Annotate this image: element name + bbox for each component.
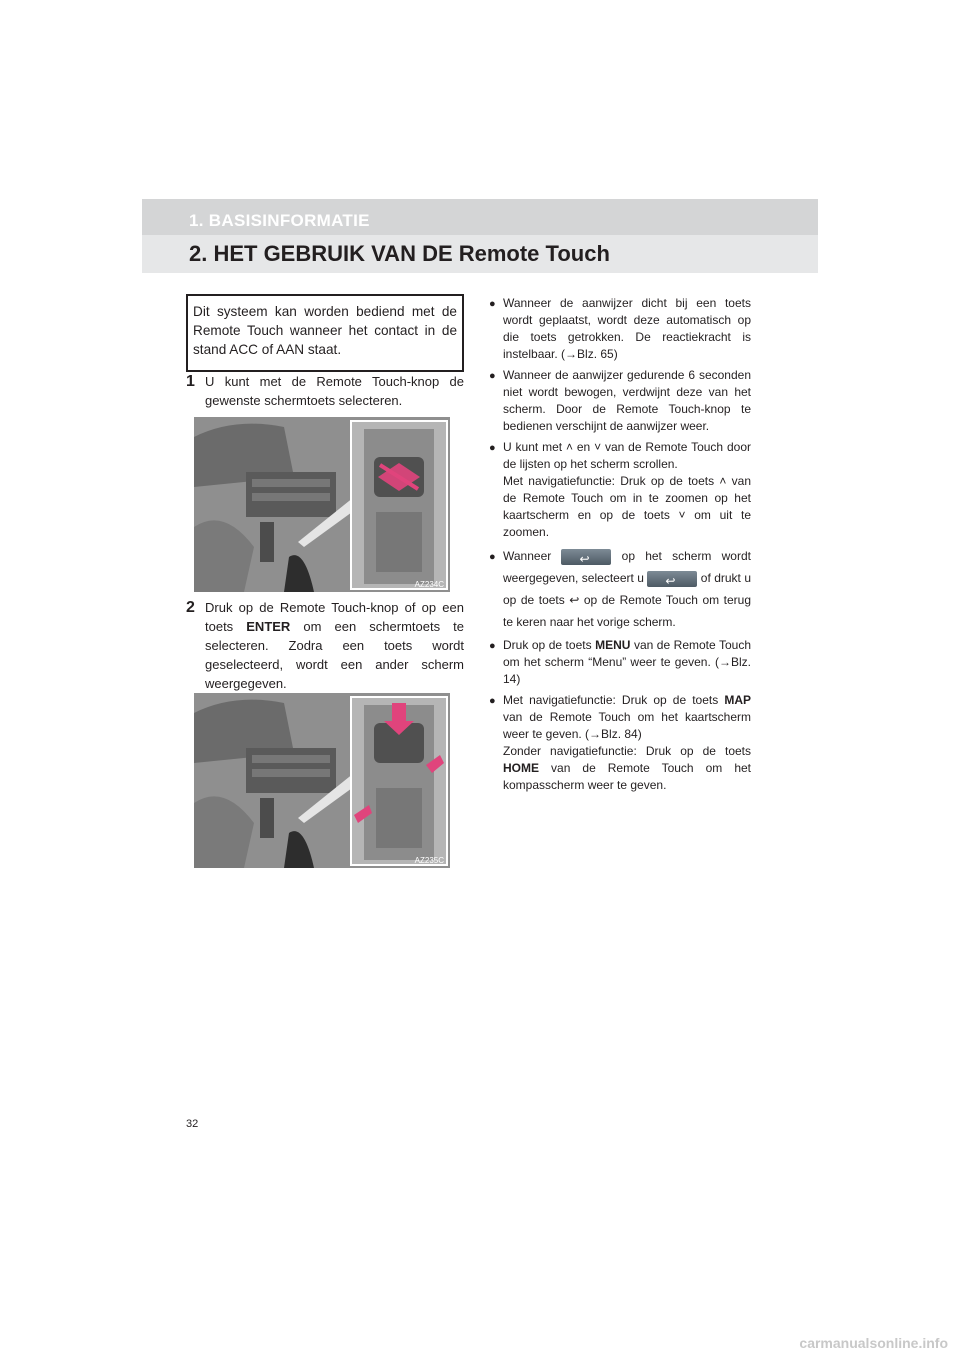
section-label: 1. BASISINFORMATIE — [189, 211, 370, 230]
note-item — [489, 295, 751, 363]
note-item — [489, 637, 751, 688]
bullet-icon: ● — [489, 442, 496, 454]
note-text: Wanneer — [503, 549, 562, 563]
menu-key-label: MENU — [595, 638, 631, 652]
note-text: of drukt u op de toets — [503, 571, 751, 607]
step-number: 2 — [186, 599, 195, 616]
note-text: van de Remote Touch om in te zoomen op het kaartscherm en op de toets — [503, 474, 752, 522]
note-text: Druk op de toets — [503, 638, 596, 652]
note-text: van de Remote Touch om het kompasscherm weer te geven. — [503, 761, 751, 792]
back-key-icon: ↩ — [569, 593, 580, 607]
bullet-icon: ● — [489, 551, 496, 563]
bullet-icon: ● — [489, 298, 496, 310]
step-text: U kunt met de Remote Touch-knop de gewenste schermtoets selecteren. — [205, 374, 464, 408]
bullet-icon: ● — [489, 370, 496, 382]
remote-touch-photo-2 — [194, 693, 450, 868]
note-text: van de Remote Touch om het scherm “Menu” weer te geven. (→Blz. 14) — [503, 638, 751, 686]
down-arrow-icon: ˅ — [594, 440, 602, 454]
note-text: op het scherm wordt weergegeven, selecteert u — [503, 549, 751, 585]
note-text: van de Remote Touch om het kaartscherm weer te geven. (→Blz. 84) — [503, 710, 751, 741]
down-arrow-icon: ˅ — [678, 508, 686, 522]
watermark: carmanualsonline.info — [799, 1335, 948, 1351]
note-text: en — [572, 440, 595, 454]
page-number: 32 — [186, 1118, 199, 1130]
up-arrow-icon: ˄ — [719, 474, 727, 488]
bullet-icon: ● — [489, 695, 496, 707]
step-text — [186, 598, 464, 693]
intro-box: Dit systeem kan worden bediend met de Remote Touch wanneer het contact in de stand ACC of AAN staat. — [186, 294, 464, 372]
remote-touch-photo-1 — [194, 417, 450, 592]
map-key-label: MAP — [724, 693, 751, 707]
title-header — [142, 235, 818, 273]
note-text: op de Remote Touch om terug te keren naar het vorige scherm. — [503, 593, 752, 629]
back-button-image — [647, 571, 697, 587]
step-number: 1 — [186, 373, 195, 390]
step-1 — [186, 372, 464, 410]
step-text-pre: Druk op de Remote Touch-knop of op een toets — [205, 600, 464, 634]
note-text: Wanneer de aanwijzer gedurende 6 seconden niet wordt bewogen, verdwijnt deze van het scherm. Door de Remote Touch-knop te bedienen verschijnt de aanwijzer weer. — [503, 368, 751, 433]
note-text: Met navigatiefunctie: Druk op de toets — [503, 474, 720, 488]
note-text: Met navigatiefunctie: Druk op de toets — [503, 693, 725, 707]
image-caption: AZ235C — [414, 856, 444, 865]
note-text: Zonder navigatiefunctie: Druk op de toets — [503, 744, 751, 758]
note-text: U kunt met — [503, 440, 566, 454]
note-item — [489, 545, 751, 633]
note-text: Wanneer de aanwijzer dicht bij een toets wordt geplaatst, wordt deze automatisch op die toets getrokken. De reactiekracht is instelbaar. (→Blz. 65) — [503, 296, 751, 361]
note-item — [489, 367, 751, 435]
note-text: van de Remote Touch door de lijsten op het scherm scrollen. — [503, 440, 751, 471]
note-text: om uit te zoomen. — [503, 508, 751, 539]
step-text-post: om een schermtoets te selecteren. Zodra een toets wordt geselecteerd, wordt een ander scherm weergegeven. — [205, 619, 465, 691]
page-title: 2. HET GEBRUIK VAN DE Remote Touch — [189, 241, 610, 266]
bullet-icon: ● — [489, 640, 496, 652]
step-2 — [186, 598, 464, 693]
section-header — [142, 199, 818, 235]
up-arrow-icon: ˄ — [565, 440, 573, 454]
home-key-label: HOME — [503, 761, 539, 775]
note-item — [489, 439, 751, 541]
enter-key-label: ENTER — [246, 619, 291, 634]
note-item — [489, 692, 751, 794]
image-caption: AZ234C — [414, 580, 444, 589]
back-button-image — [561, 549, 611, 565]
notes-list — [489, 295, 751, 798]
